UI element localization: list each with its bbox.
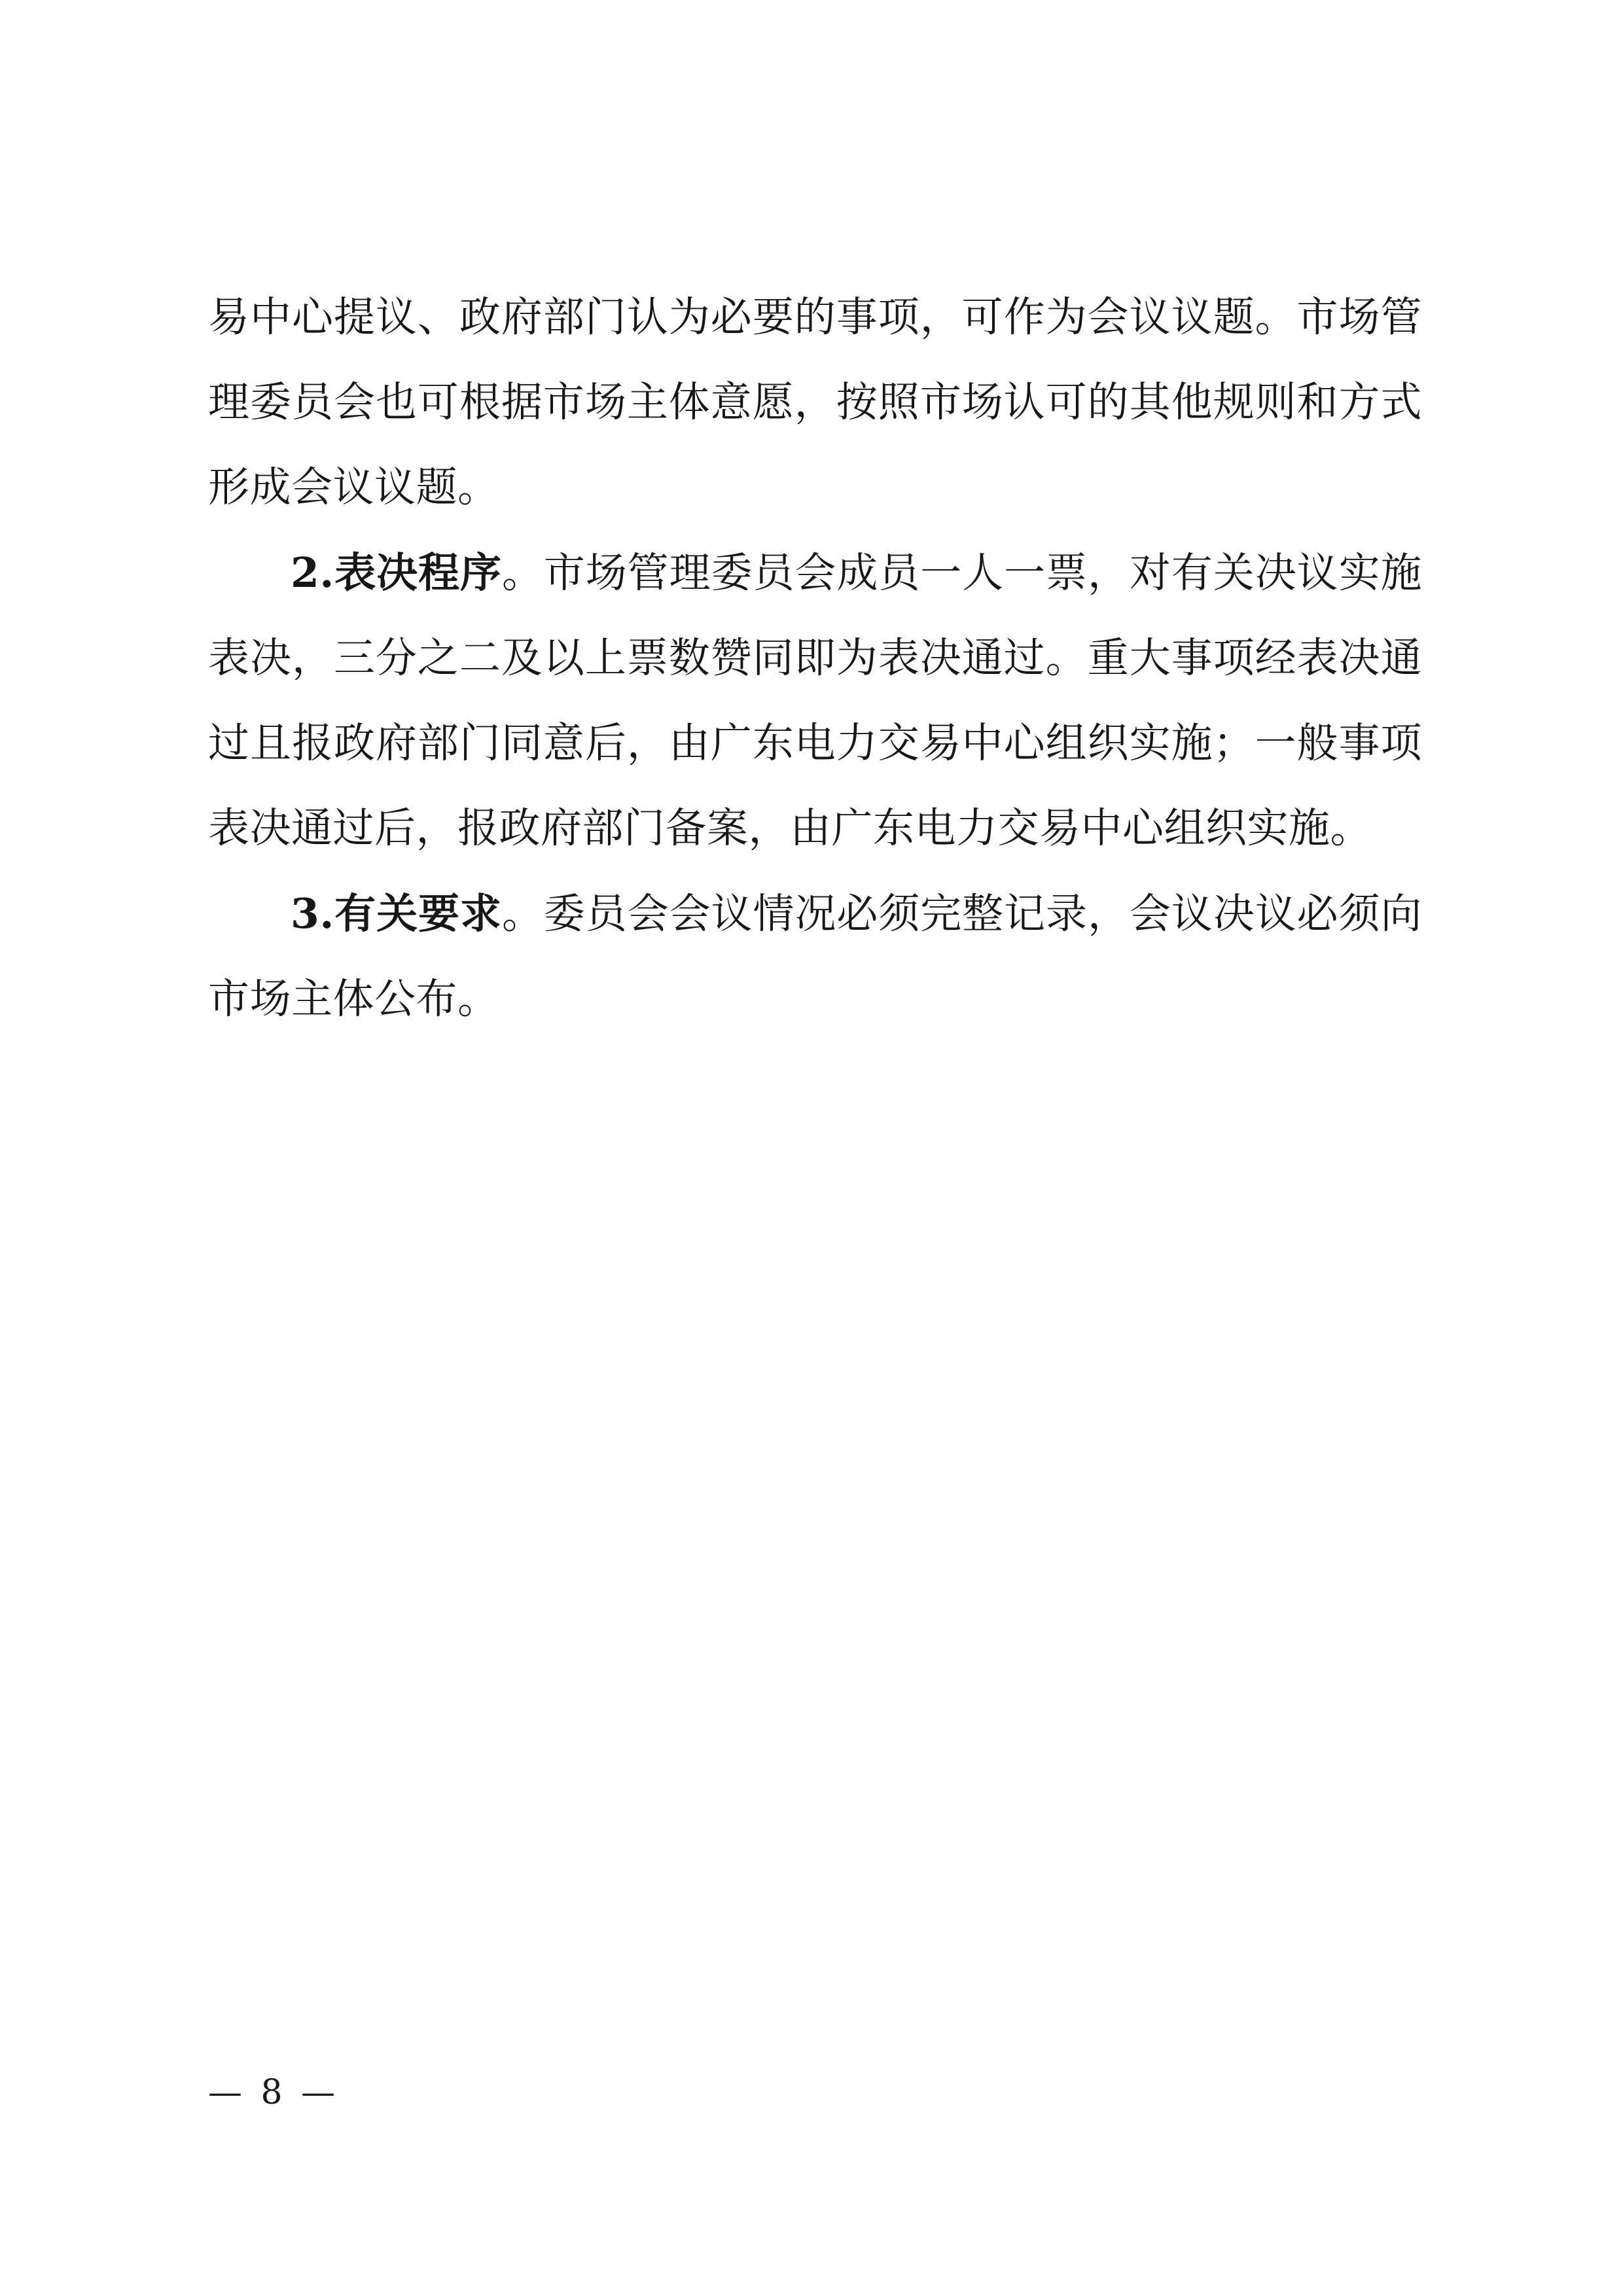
paragraph-2 [208,530,1422,871]
paragraph-2-lead: 2.表决程序 [291,548,502,597]
document-body [208,275,1422,1042]
paragraph-1 [208,275,1422,530]
paragraph-3-lead: 3.有关要求 [291,889,502,938]
paragraph-3 [208,871,1422,1042]
paragraph-2-text: 。市场管理委员会成员一人一票，对有关决议实施表决，三分之二及以上票数赞同即为表决通过。重大事项经表决通过且报政府部门同意后，由广东电力交易中心组织实施；一般事项表决通过后，报政府部门备案，由广东电力交易中心组织实施。 [208,549,1422,852]
paragraph-3-text: 。委员会会议情况必须完整记录，会议决议必须向市场主体公布。 [208,890,1422,1023]
page-footer [0,2073,1623,2112]
page-number: — 8 — [208,2073,340,2112]
paragraph-1-text: 易中心提议、政府部门认为必要的事项，可作为会议议题。市场管理委员会也可根据市场主体意愿，按照市场认可的其他规则和方式形成会议议题。 [208,293,1422,511]
